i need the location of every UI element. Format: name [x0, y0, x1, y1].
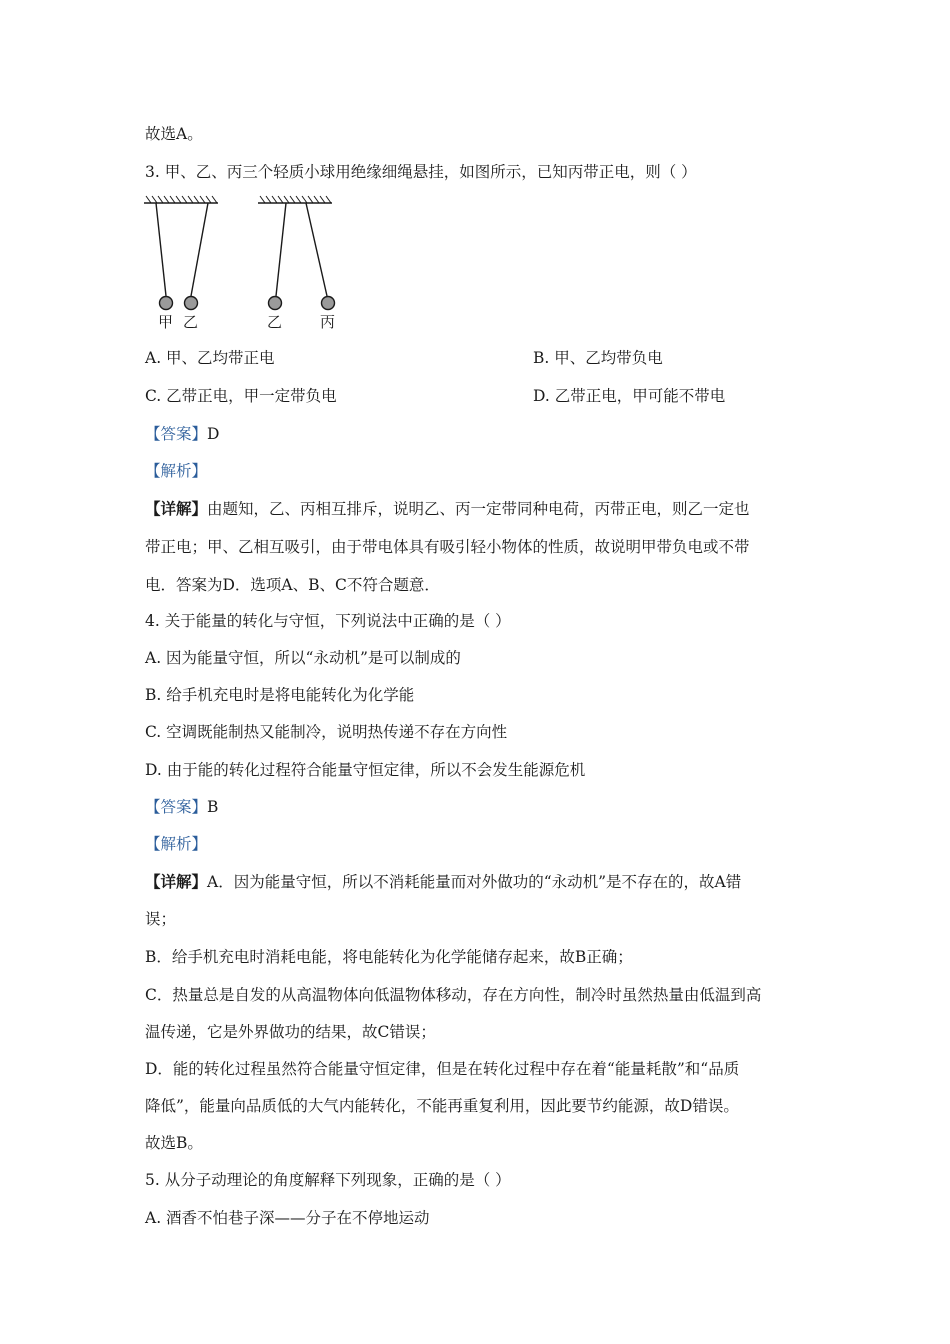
- q4-answer: [145, 797, 218, 817]
- string-yi-left: [191, 203, 208, 296]
- q4-detail-line: C．热量总是自发的从高温物体向低温物体移动，存在方向性，制冷时虽然热量由低温到高: [145, 986, 762, 1004]
- q4-stem: 4. 关于能量的转化与守恒，下列说法中正确的是（ ）: [145, 612, 511, 630]
- q4-option-b: B. 给手机充电时是将电能转化为化学能: [145, 686, 415, 704]
- q4-detail-line: 降低”，能量向品质低的大气内能转化，不能再重复利用，因此要节约能源，故D错误。: [145, 1097, 739, 1115]
- label-yi-left: 乙: [183, 313, 199, 331]
- q4-option-c: C. 空调既能制热又能制冷，说明热传递不存在方向性: [145, 723, 508, 741]
- answer-tag: 【答案】: [145, 425, 208, 443]
- q4-detail-line: B．给手机充电时消耗电能，将电能转化为化学能储存起来，故B正确；: [145, 948, 633, 966]
- detail-tag: 【详解】: [145, 499, 208, 518]
- ball-yi-right: [269, 297, 282, 310]
- right-ceiling: [258, 196, 332, 203]
- q3-detail-line: 带正电；甲、乙相互吸引，由于带电体具有吸引轻小物体的性质，故说明甲带负电或不带: [145, 538, 750, 556]
- q3-option-b: B. 甲、乙均带负电: [533, 349, 663, 367]
- q3-analysis-tag: 【解析】: [145, 462, 208, 480]
- string-bing: [306, 203, 327, 296]
- string-yi-right: [276, 203, 286, 296]
- previous-conclusion: 故选A。: [145, 125, 203, 143]
- detail-text: 由题知，乙、丙相互排斥，说明乙、丙一定带同种电荷，丙带正电，则乙一定也: [207, 500, 750, 518]
- q4-detail-line: 温传递，它是外界做功的结果，故C错误；: [145, 1023, 436, 1041]
- answer-value: B: [207, 798, 219, 816]
- answer-value: D: [207, 425, 220, 443]
- ball-jia: [160, 297, 173, 310]
- left-ceiling: [144, 196, 218, 203]
- ball-yi-left: [185, 297, 198, 310]
- q4-detail-line: [145, 872, 741, 892]
- string-jia: [156, 203, 166, 296]
- q3-option-c: C. 乙带正电，甲一定带负电: [145, 387, 337, 405]
- q4-option-d: D. 由于能的转化过程符合能量守恒定律，所以不会发生能源危机: [145, 761, 586, 779]
- ball-bing: [322, 297, 335, 310]
- q4-detail-line: D．能的转化过程虽然符合能量守恒定律，但是在转化过程中存在着“能量耗散”和“品质: [145, 1060, 740, 1078]
- label-yi-right: 乙: [267, 313, 283, 331]
- q4-option-a: A. 因为能量守恒，所以“永动机”是可以制成的: [145, 649, 461, 667]
- label-bing: 丙: [320, 313, 336, 331]
- q4-analysis-tag: 【解析】: [145, 835, 208, 853]
- q5-stem: 5. 从分子动理论的角度解释下列现象，正确的是（ ）: [145, 1171, 511, 1189]
- detail-text: A．因为能量守恒，所以不消耗能量而对外做功的“永动机”是不存在的，故A错: [207, 873, 742, 891]
- q3-option-a: A. 甲、乙均带正电: [145, 349, 275, 367]
- q5-option-a: A. 酒香不怕巷子深——分子在不停地运动: [145, 1209, 430, 1227]
- label-jia: 甲: [158, 313, 174, 331]
- q3-answer: [145, 424, 219, 444]
- detail-tag: 【详解】: [145, 872, 208, 891]
- q4-conclusion: 故选B。: [145, 1134, 203, 1152]
- q3-option-d: D. 乙带正电，甲可能不带电: [533, 387, 726, 405]
- q3-figure-suspended-balls: [140, 193, 370, 333]
- q4-detail-line: 误；: [145, 910, 177, 928]
- answer-tag: 【答案】: [145, 798, 208, 816]
- q3-detail-line: [145, 499, 750, 519]
- q3-detail-line: 电．答案为D．选项A、B、C不符合题意．: [145, 576, 440, 594]
- q3-stem: 3. 甲、乙、丙三个轻质小球用绝缘细绳悬挂，如图所示，已知丙带正电，则（ ）: [145, 163, 697, 181]
